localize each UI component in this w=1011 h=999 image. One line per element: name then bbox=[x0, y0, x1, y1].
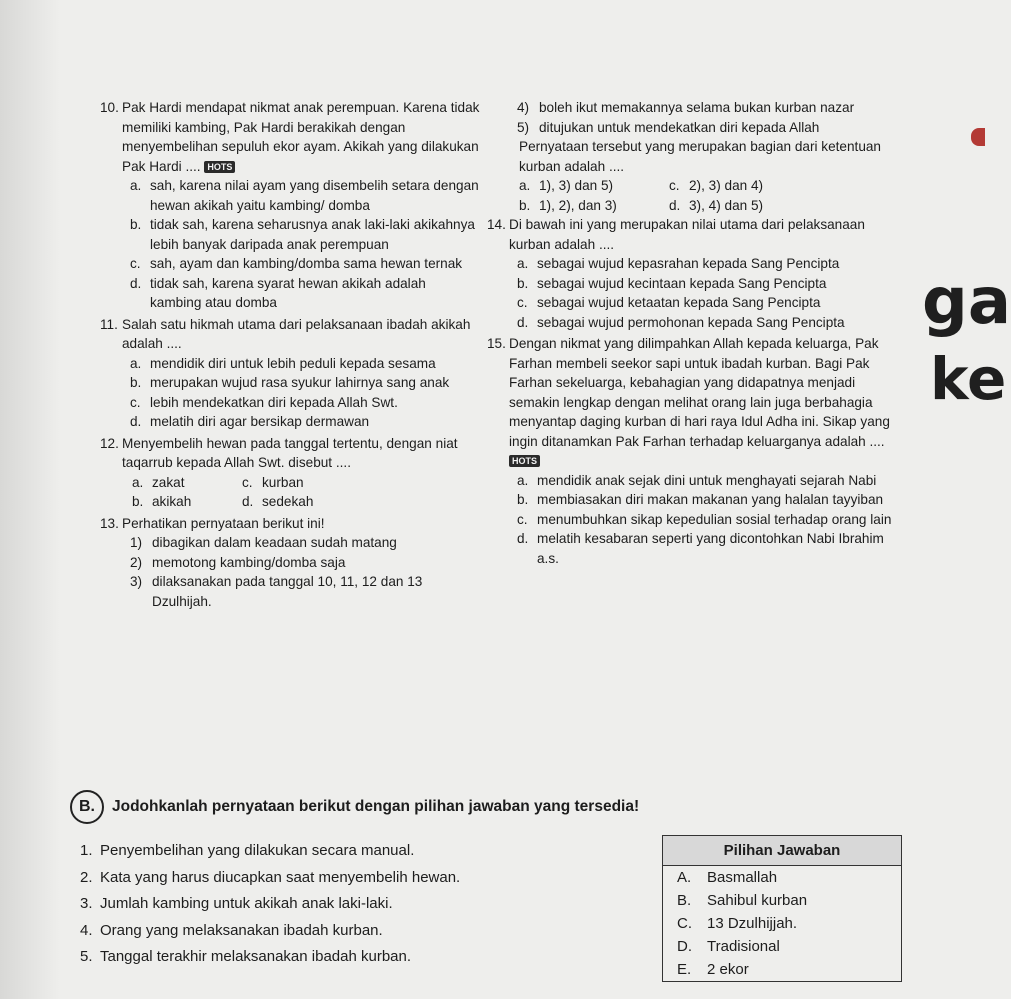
question-text: Menyembelih hewan pada tanggal tertentu, dengan niat taqarrub kepada Allah Swt. disebut .... bbox=[122, 435, 458, 470]
question-text: Salah satu hikmah utama dari pelaksanaan ibadah akikah adalah .... bbox=[122, 316, 471, 351]
right-column bbox=[487, 98, 907, 570]
option-c: c. lebih mendekatkan diri kepada Allah Swt. bbox=[130, 394, 398, 410]
choice-a: 1), 3) dan 5) bbox=[539, 178, 614, 193]
matching-statements bbox=[80, 838, 460, 971]
answer-choices-table bbox=[662, 835, 902, 982]
question-text: Dengan nikmat yang dilimpahkan Allah kepada keluarga, Pak Farhan membeli seekor sapi untuk ibadah kurban. Bagi Pak Farhan sekeluarga, kebahagian yang didapatnya menjadi semakin lengkap dengan melihat orang lain juga berbahagia menyantap daging kurban di hari raya Idul Adha ini. Sikap yang ingin ditanamkan Pak Farhan terhadap keluarganya adalah .... bbox=[509, 336, 890, 449]
section-label: B. bbox=[70, 790, 104, 824]
section-b-heading bbox=[70, 790, 639, 824]
statement-4: 4) boleh ikut memakannya selama bukan kurban nazar bbox=[517, 100, 855, 115]
option-b: akikah bbox=[152, 494, 192, 509]
question-number: 13. bbox=[100, 515, 119, 531]
statement-5: 5) ditujukan untuk mendekatkan diri kepada Allah bbox=[517, 119, 820, 135]
option-b: b. sebagai wujud kecintaan kepada Sang Pencipta bbox=[517, 275, 827, 291]
statement-3: 3) dilaksanakan pada tanggal 10, 11, 12 dan 13 Dzulhijah. bbox=[130, 574, 423, 609]
statement-2: 2) memotong kambing/domba saja bbox=[130, 554, 346, 570]
option-c: c. menumbuhkan sikap kepedulian sosial terhadap orang lain bbox=[517, 511, 892, 527]
option-a: a. sah, karena nilai ayam yang disembelih setara dengan hewan akikah yaitu kambing/ domba bbox=[130, 178, 479, 213]
option-b: b. merupakan wujud rasa syukur lahirnya sang anak bbox=[130, 375, 450, 390]
option-d: d. melatih diri agar bersikap dermawan bbox=[130, 414, 370, 429]
question-number: 11. bbox=[100, 316, 118, 332]
matching-statement: 5. Tanggal terakhir melaksanakan ibadah kurban. bbox=[80, 948, 412, 965]
question-number: 15. bbox=[487, 336, 506, 351]
answer-table-header: Pilihan Jawaban bbox=[663, 836, 901, 866]
matching-statement: 4. Orang yang melaksanakan ibadah kurban. bbox=[80, 921, 383, 939]
question-10 bbox=[100, 98, 480, 313]
decorative-glyph-ke: ke bbox=[930, 345, 1007, 413]
question-number: 10. bbox=[100, 100, 119, 115]
question-14 bbox=[487, 215, 907, 332]
question-15 bbox=[487, 334, 907, 568]
question-number: 14. bbox=[487, 217, 506, 232]
option-d: d. tidak sah, karena syarat hewan akikah adalah kambing atau domba bbox=[130, 275, 426, 310]
question-number: 12. bbox=[100, 435, 119, 451]
option-d: d. sebagai wujud permohonan kepada Sang Pencipta bbox=[517, 314, 845, 330]
option-d: d. melatih kesabaran seperti yang dicontohkan Nabi Ibrahim a.s. bbox=[517, 531, 884, 566]
option-c: c. sah, ayam dan kambing/domba sama hewan ternak bbox=[130, 256, 463, 271]
option-c: c. sebagai wujud ketaatan kepada Sang Pencipta bbox=[517, 295, 821, 310]
q13-question: Pernyataan tersebut yang merupakan bagian dari ketentuan kurban adalah .... bbox=[519, 139, 881, 174]
matching-statement: 2. Kata yang harus diucapkan saat menyembelih hewan. bbox=[80, 868, 461, 886]
answer-choice: B. Sahibul kurban bbox=[677, 892, 808, 909]
hots-badge: HOTS bbox=[204, 161, 235, 173]
option-b: b. membiasakan diri makan makanan yang halalan tayyiban bbox=[517, 492, 884, 507]
option-b: b. tidak sah, karena seharusnya anak laki-laki akikahnya lebih banyak daripada anak perempuan bbox=[130, 217, 475, 252]
hots-badge: HOTS bbox=[509, 455, 540, 467]
question-11 bbox=[100, 315, 480, 432]
answer-choice: E. 2 ekor bbox=[677, 961, 749, 978]
question-text: Perhatikan pernyataan berikut ini! bbox=[122, 515, 325, 531]
option-a: a. mendidik anak sejak dini untuk menghayati sejarah Nabi bbox=[517, 472, 877, 488]
left-column bbox=[100, 98, 480, 613]
page-shadow bbox=[0, 0, 60, 999]
option-a: a. sebagai wujud kepasrahan kepada Sang Pencipta bbox=[517, 256, 840, 271]
question-text: Pak Hardi mendapat nikmat anak perempuan. Karena tidak memiliki kambing, Pak Hardi berakikah dengan menyembelihan sepuluh ekor ayam. Akikah yang dilakukan Pak Hardi .... bbox=[122, 100, 480, 174]
option-a: a. mendidik diri untuk lebih peduli kepada sesama bbox=[130, 355, 436, 371]
statement-1: 1) dibagikan dalam keadaan sudah matang bbox=[130, 535, 397, 550]
option-c: kurban bbox=[262, 474, 304, 490]
matching-statement: 1. Penyembelihan yang dilakukan secara manual. bbox=[80, 842, 415, 859]
answer-choice: A. Basmallah bbox=[677, 869, 778, 886]
choice-d: 3), 4) dan 5) bbox=[689, 197, 764, 213]
section-instruction: Jodohkanlah pernyataan berikut dengan pilihan jawaban yang tersedia! bbox=[112, 798, 640, 815]
choice-c: 2), 3) dan 4) bbox=[689, 178, 764, 193]
question-12 bbox=[100, 434, 480, 512]
choice-b: 1), 2), dan 3) bbox=[539, 197, 617, 213]
answer-choice: C. 13 Dzulhijjah. bbox=[677, 915, 798, 932]
decorative-glyph-ga: ga bbox=[922, 265, 1011, 339]
question-13 bbox=[100, 514, 480, 612]
question-text: Di bawah ini yang merupakan nilai utama dari pelaksanaan kurban adalah .... bbox=[509, 217, 865, 252]
option-d: sedekah bbox=[262, 494, 314, 509]
answer-choice: D. Tradisional bbox=[677, 938, 780, 955]
decorative-red-mark bbox=[971, 128, 985, 146]
options-grid: a. zakat c. kurban b. akikah d. sedekah bbox=[100, 473, 480, 512]
matching-statement: 3. Jumlah kambing untuk akikah anak laki-laki. bbox=[80, 895, 393, 912]
option-a: zakat bbox=[152, 474, 185, 490]
q13-choices: a. 1), 3) dan 5) c. 2), 3) dan 4) b. 1), 2), dan 3) d. 3), 4) dan 5) bbox=[487, 176, 907, 215]
